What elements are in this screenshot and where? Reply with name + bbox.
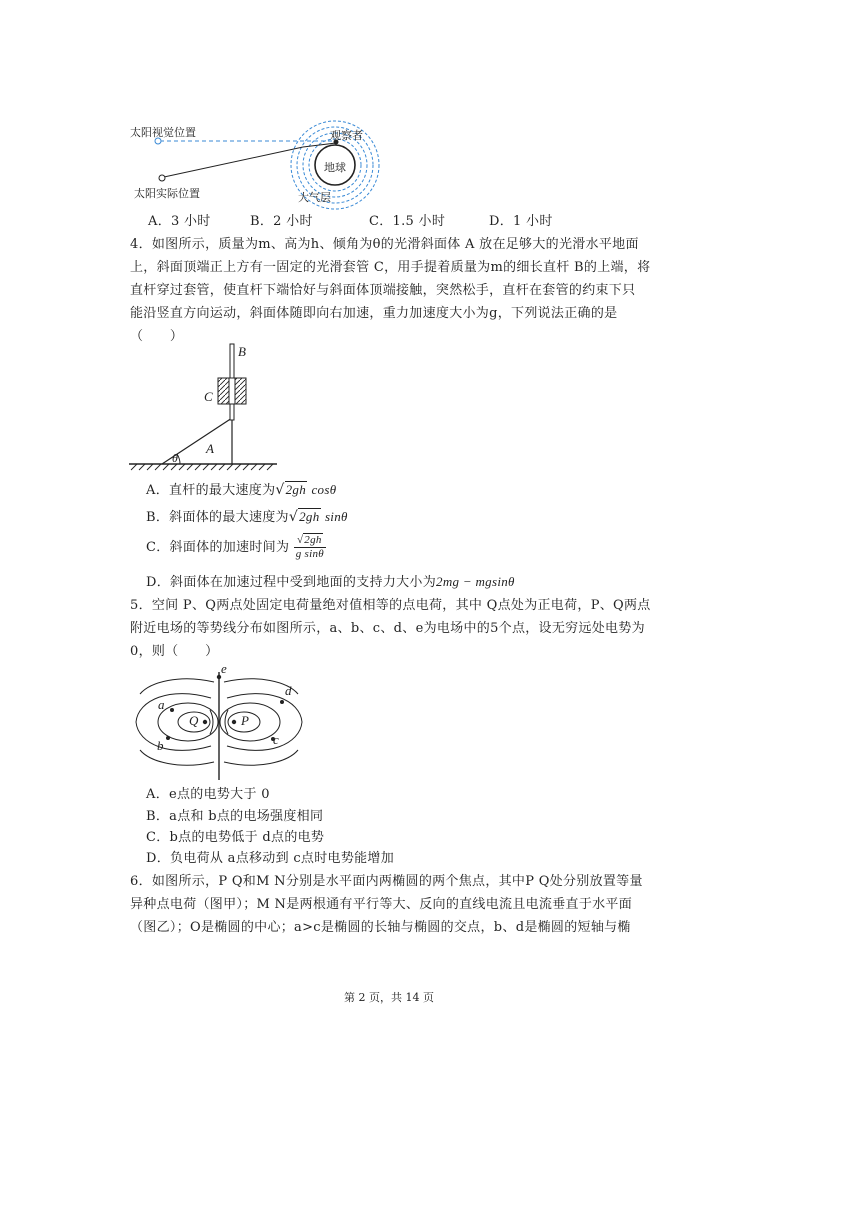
q5-stem-line2: 附近电场的等势线分布如图所示，a、b、c、d、e为电场中的5个点，设无穷远处电势为 bbox=[130, 621, 645, 636]
point-p bbox=[232, 720, 236, 724]
sleeve-label-c: C bbox=[204, 389, 213, 404]
point-d bbox=[280, 700, 284, 704]
page-footer: 第 2 页，共 14 页 bbox=[344, 991, 434, 1004]
q4-answer-bracket: （ ） bbox=[130, 329, 184, 344]
q5-option-c: C．b点的电势低于 d点的电势 bbox=[146, 830, 325, 845]
point-q bbox=[203, 720, 207, 724]
label-c: c bbox=[273, 732, 279, 747]
sun-apparent-label: 太阳视觉位置 bbox=[130, 126, 196, 139]
point-b bbox=[166, 736, 170, 740]
q3-option-a: A．3 小时 bbox=[148, 214, 211, 229]
q5-stem-line3: 0，则（ ） bbox=[130, 644, 219, 659]
incline-diagram bbox=[125, 340, 285, 475]
label-b: b bbox=[157, 738, 164, 753]
p-equipotential-2 bbox=[220, 703, 280, 741]
q4-stem-line3: 直杆穿过套管，使直杆下端恰好与斜面体顶端接触，突然松手，直杆在套管的约束下只 bbox=[130, 283, 636, 298]
q3-option-c: C．1.5 小时 bbox=[369, 214, 446, 229]
q6-stem-line3: （图乙）；O是椭圆的中心；a>c是椭圆的长轴与椭圆的交点，b、d是椭圆的短轴与椭 bbox=[130, 920, 631, 935]
atmosphere-label: 大气层 bbox=[298, 191, 331, 204]
q4-option-c: C．斜面体的加速时间为 $\frac{√2gh}{\text{g sinθ}}$ bbox=[146, 534, 324, 560]
q5-option-b: B．a点和 b点的电场强度相同 bbox=[146, 809, 324, 824]
observer-label: 观察者 bbox=[330, 129, 363, 142]
q4-stem-line4: 能沿竖直方向运动，斜面体随即向右加速，重力加速度大小为g，下列说法正确的是 bbox=[130, 306, 618, 321]
wedge-label-a: A bbox=[206, 441, 214, 456]
sun-actual-label: 太阳实际位置 bbox=[134, 187, 200, 200]
label-e: e bbox=[221, 661, 227, 676]
label-a: a bbox=[158, 697, 165, 712]
q4-stem-line1: 4．如图所示，质量为m、高为h、倾角为θ的光滑斜面体 A 放在足够大的光滑水平地面 bbox=[130, 237, 639, 252]
p-equipotential-3 bbox=[227, 694, 302, 751]
equipotential-figure bbox=[130, 660, 305, 782]
q5-option-d: D．负电荷从 a点移动到 c点时电势能增加 bbox=[146, 851, 395, 866]
q6-stem-line2: 异种点电荷（图甲）；M N是两根通有平行等大、反向的直线电流且电流垂直于水平面 bbox=[130, 897, 633, 912]
equipotential-diagram bbox=[130, 660, 305, 782]
angle-label-theta: θ bbox=[172, 451, 178, 465]
q4-option-b: B．斜面体的最大速度为√2gh sinθ bbox=[146, 509, 348, 525]
q3-option-d: D．1 小时 bbox=[489, 214, 553, 229]
incline-figure bbox=[125, 340, 285, 475]
label-p: P bbox=[241, 713, 249, 728]
label-d: d bbox=[285, 683, 292, 698]
earth-label: 地球 bbox=[324, 161, 346, 174]
q3-option-b: B．2 小时 bbox=[250, 214, 313, 229]
q4-option-d: D．斜面体在加速过程中受到地面的支持力大小为2mg − mgsinθ bbox=[146, 574, 515, 590]
q5-option-a: A．e点的电势大于 0 bbox=[146, 787, 270, 802]
q-equipotential-4 bbox=[140, 679, 214, 694]
sun-actual-dot bbox=[159, 175, 165, 181]
q-equipotential-3 bbox=[136, 694, 211, 751]
rod-label-b: B bbox=[238, 344, 246, 359]
q4-option-c-fraction: $\frac{√2gh}{\text{g sinθ}}$ bbox=[295, 534, 324, 560]
point-a bbox=[170, 708, 174, 712]
q4-stem-line2: 上，斜面顶端正上方有一固定的光滑套管 C，用手提着质量为m的细长直杆 B的上端，将 bbox=[130, 260, 651, 275]
q6-stem-line1: 6．如图所示，P Q和M N分别是水平面内两椭圆的两个焦点，其中P Q处分别放置等量 bbox=[130, 874, 643, 889]
label-q: Q bbox=[189, 713, 199, 728]
q-equipotential-2 bbox=[158, 703, 218, 741]
q5-stem-line1: 5．空间 P、Q两点处固定电荷量绝对值相等的点电荷，其中 Q点处为正电荷，P、Q两点 bbox=[130, 598, 651, 613]
q4-option-a: A．直杆的最大速度为√2gh cosθ bbox=[146, 482, 337, 498]
ground-hatch bbox=[131, 464, 273, 470]
actual-light-line bbox=[164, 147, 303, 177]
